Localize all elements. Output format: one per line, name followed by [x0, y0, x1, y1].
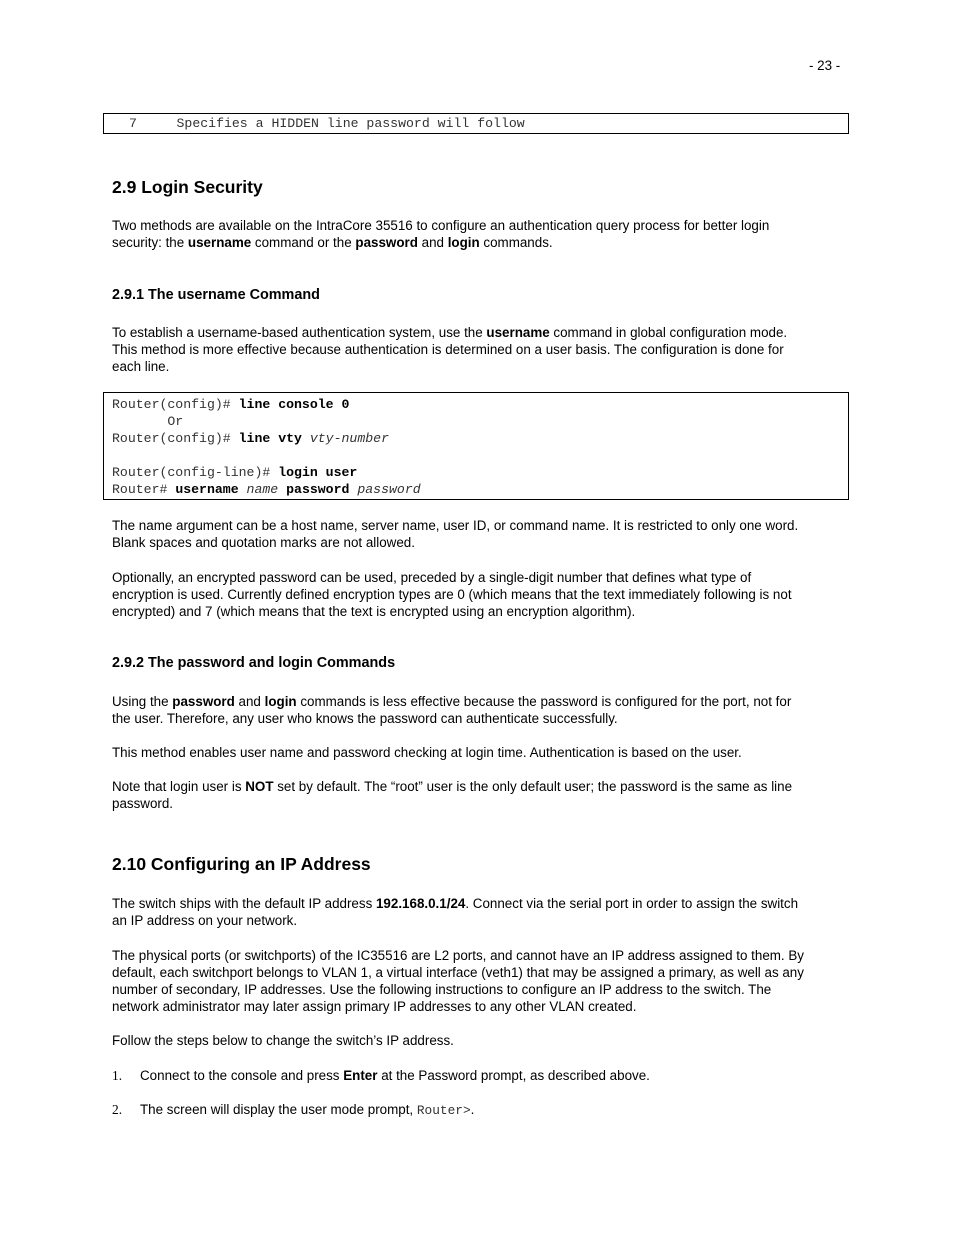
paragraph-method: This method enables user name and password checking at login time. Authentication is based on the user.	[112, 745, 742, 760]
code-line: Router# username name password password	[112, 482, 421, 497]
code-box-top	[103, 113, 849, 134]
list-number: 2.	[112, 1102, 123, 1117]
paragraph-username-intro: To establish a username-based authentication system, use the username command in global configuration mode. This method is more effective because authentication is determined on a user basis. The configuration is done for each line.	[112, 325, 788, 374]
list-number: 1.	[112, 1068, 123, 1083]
paragraph-default-ip: The switch ships with the default IP address 192.168.0.1/24. Connect via the serial port in order to assign the switch an IP address on your network.	[112, 896, 799, 928]
section-heading-2-9: 2.9 Login Security	[112, 177, 263, 197]
paragraph-password-login: Using the password and login commands is less effective because the password is configured for the port, not for the user. Therefore, any user who knows the password can authenticate successfully.	[112, 694, 792, 726]
paragraph-note: Note that login user is NOT set by default. The “root” user is the only default user; the password is the same as line password.	[112, 779, 793, 811]
code-line: Router(config)# line console 0	[112, 397, 350, 412]
section-heading-2-9-1: 2.9.1 The username Command	[112, 287, 320, 303]
paragraph-intro: Two methods are available on the IntraCore 35516 to configure an authentication query process for better login security: the username command or the password and login commands.	[112, 218, 770, 250]
paragraph-name-argument: The name argument can be a host name, server name, user ID, or command name. It is restricted to only one word. Blank spaces and quotation marks are not allowed.	[112, 518, 799, 550]
section-heading-2-10: 2.10 Configuring an IP Address	[112, 854, 371, 874]
list-text: The screen will display the user mode prompt, Router>.	[140, 1102, 475, 1118]
paragraph-physical-ports: The physical ports (or switchports) of the IC35516 are L2 ports, and cannot have an IP address assigned to them. By default, each switchport belongs to VLAN 1, a virtual interface (veth1) that may be assigned a primary, as well as any number of secondary, IP addresses. Use the following instructions to configure an IP address to the switch. The network administrator may later assign primary IP addresses to any other VLAN created.	[112, 948, 804, 1014]
code-line: Router(config-line)# login user	[112, 465, 358, 480]
paragraph-encrypted-password: Optionally, an encrypted password can be used, preceded by a single-digit number that defines what type of encryption is used. Currently defined encryption types are 0 (which means that the text immediately following is not encrypted) and 7 (which means that the text is encrypted using an encryption algorithm).	[112, 570, 792, 619]
code-line-blank	[112, 447, 848, 464]
code-line: Router(config)# line vty vty-number	[112, 431, 389, 446]
list-text: Connect to the console and press Enter at the Password prompt, as described above.	[140, 1068, 650, 1083]
code-box-username	[103, 392, 849, 500]
section-heading-2-9-2: 2.9.2 The password and login Commands	[112, 655, 396, 671]
paragraph-follow-steps: Follow the steps below to change the switch’s IP address.	[112, 1033, 454, 1048]
code-line: 7 Specifies a HIDDEN line password will follow	[129, 116, 525, 131]
code-line: Or	[112, 414, 184, 429]
page-number: - 23 -	[809, 58, 841, 73]
